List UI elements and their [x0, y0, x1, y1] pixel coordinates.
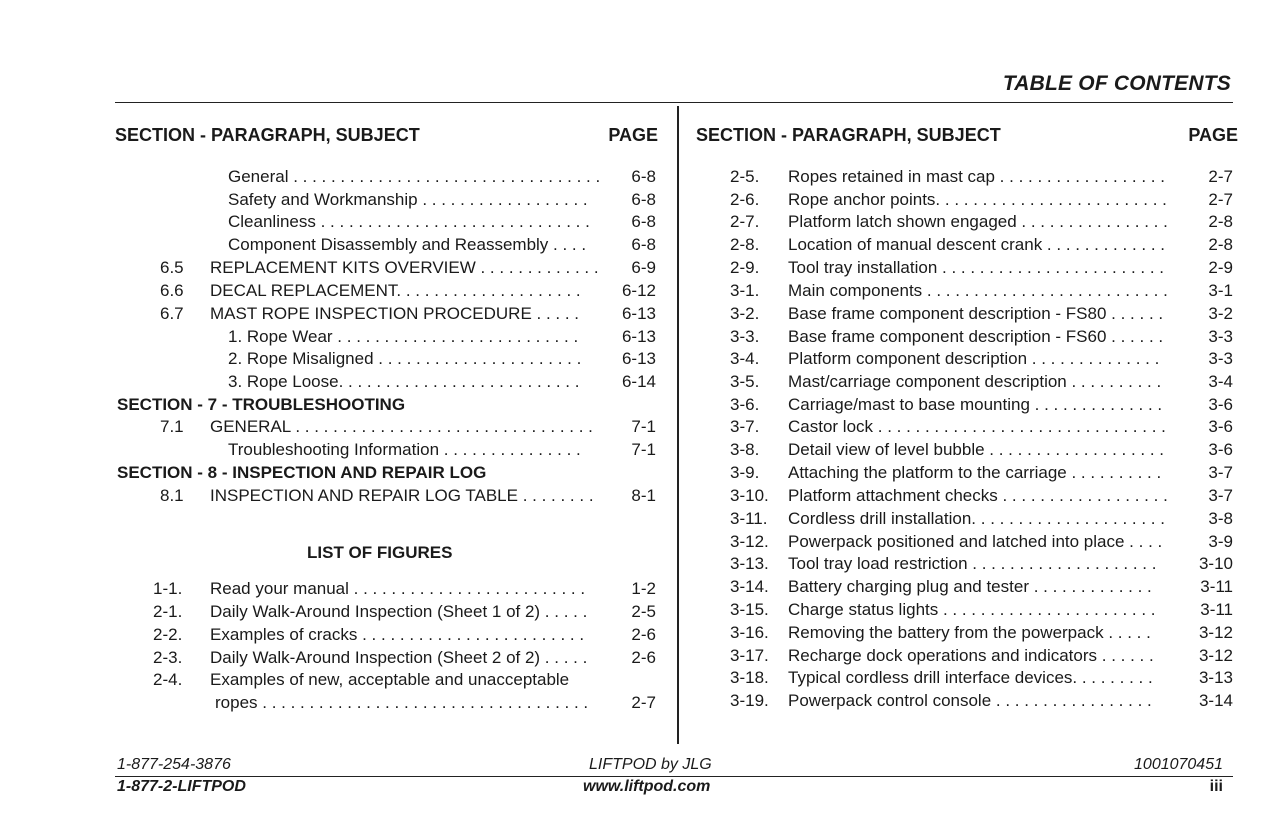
entry-page: 7-1 [631, 440, 656, 459]
figure-title: Recharge dock operations and indicators . . . . . . [788, 646, 1154, 665]
figure-number: 2-8. [730, 235, 760, 254]
entry-title: GENERAL . . . . . . . . . . . . . . . . . . . . . . . . . . . . . . . . [210, 417, 593, 436]
figure-page: 3-10 [1198, 554, 1233, 573]
figure-title: Daily Walk-Around Inspection (Sheet 2 of 2) . . . . . [210, 648, 588, 667]
figure-entry[interactable] [730, 622, 1233, 644]
figure-entry[interactable] [730, 553, 1233, 575]
figure-entry[interactable] [115, 669, 656, 691]
right-column-page-label: PAGE [1188, 125, 1238, 145]
toc-entry[interactable] [115, 257, 656, 279]
figure-entry[interactable] [730, 166, 1233, 188]
figure-entry[interactable] [730, 394, 1233, 416]
entry-title: MAST ROPE INSPECTION PROCEDURE . . . . . [210, 304, 580, 323]
figure-page: 3-6 [1208, 440, 1233, 459]
figure-title: Platform component description . . . . . . . . . . . . . . [788, 349, 1160, 368]
entry-title: 1. Rope Wear . . . . . . . . . . . . . . . . . . . . . . . . . . [228, 327, 579, 346]
toc-entry[interactable] [115, 303, 656, 325]
figure-number: 3-2. [730, 304, 760, 323]
entry-title: General . . . . . . . . . . . . . . . . . . . . . . . . . . . . . . . . . [228, 167, 601, 186]
figure-title: Powerpack control console . . . . . . . . . . . . . . . . . [788, 691, 1152, 710]
figure-page: 3-14 [1198, 691, 1233, 710]
figure-title: Rope anchor points. . . . . . . . . . . . . . . . . . . . . . . . . [788, 190, 1167, 209]
figure-entry[interactable] [730, 485, 1233, 507]
figure-title: Main components . . . . . . . . . . . . . . . . . . . . . . . . . . [788, 281, 1168, 300]
figure-entry[interactable] [115, 578, 656, 600]
toc-entry[interactable] [115, 166, 656, 188]
figure-page: 1-2 [631, 579, 656, 598]
figure-title: Mast/carriage component description . . . . . . . . . . [788, 372, 1162, 391]
toc-entry[interactable] [115, 416, 656, 438]
figure-entry[interactable] [730, 326, 1233, 348]
left-column-subject-label: SECTION - PARAGRAPH, SUBJECT [115, 125, 420, 145]
entry-number: 8.1 [160, 486, 184, 505]
figure-title: Tool tray load restriction . . . . . . . . . . . . . . . . . . . . [788, 554, 1157, 573]
figure-title: Base frame component description - FS60 . . . . . . [788, 327, 1164, 346]
figure-number: 3-14. [730, 577, 769, 596]
figure-page: 3-2 [1208, 304, 1233, 323]
figure-title: Detail view of level bubble . . . . . . . . . . . . . . . . . . . [788, 440, 1165, 459]
footer-website-link[interactable]: www.liftpod.com [583, 778, 711, 795]
entry-title: 2. Rope Misaligned . . . . . . . . . . . . . . . . . . . . . . [228, 349, 582, 368]
entry-title: Safety and Workmanship . . . . . . . . . . . . . . . . . . [228, 190, 588, 209]
figure-entry[interactable] [730, 234, 1233, 256]
figure-page: 2-8 [1208, 235, 1233, 254]
figure-page: 3-13 [1198, 668, 1233, 687]
figure-title: Location of manual descent crank . . . . . . . . . . . . . [788, 235, 1166, 254]
figure-title: Cordless drill installation. . . . . . . . . . . . . . . . . . . . . [788, 509, 1165, 528]
figure-page: 2-6 [631, 625, 656, 644]
figure-title: Battery charging plug and tester . . . . . . . . . . . . . [788, 577, 1152, 596]
figure-page: 3-8 [1208, 509, 1233, 528]
figure-entry[interactable] [730, 439, 1233, 461]
figure-page: 3-1 [1208, 281, 1233, 300]
figure-number: 2-6. [730, 190, 760, 209]
figure-title: Examples of cracks . . . . . . . . . . . . . . . . . . . . . . . . [210, 625, 585, 644]
entry-title: Troubleshooting Information . . . . . . . . . . . . . . . [228, 440, 581, 459]
figure-page: 2-9 [1208, 258, 1233, 277]
figure-number: 3-18. [730, 668, 769, 687]
entry-title: 3. Rope Loose. . . . . . . . . . . . . . . . . . . . . . . . . . [228, 372, 580, 391]
figure-entry[interactable] [730, 189, 1233, 211]
figure-title: Typical cordless drill interface devices. . . . . . . . . [788, 668, 1153, 687]
entry-title: Component Disassembly and Reassembly . . . . [228, 235, 587, 254]
figure-number: 3-3. [730, 327, 760, 346]
entry-number: 7.1 [160, 417, 184, 436]
left-column-page-label: PAGE [608, 125, 658, 145]
figure-entry[interactable] [730, 690, 1233, 712]
entry-number: 6.5 [160, 258, 184, 277]
entry-title: Cleanliness . . . . . . . . . . . . . . . . . . . . . . . . . . . . . [228, 212, 590, 231]
figure-entry[interactable] [730, 576, 1233, 598]
toc-entry[interactable] [115, 189, 656, 211]
toc-entry[interactable] [115, 348, 656, 370]
figure-number: 1-1. [153, 579, 183, 598]
figure-number: 3-9. [730, 463, 760, 482]
figure-entry[interactable] [730, 371, 1233, 393]
figure-page: 3-12 [1198, 623, 1233, 642]
figure-title: Tool tray installation . . . . . . . . . . . . . . . . . . . . . . . . [788, 258, 1165, 277]
right-column-subject-label: SECTION - PARAGRAPH, SUBJECT [696, 125, 1001, 145]
figure-title: Base frame component description - FS80 . . . . . . [788, 304, 1164, 323]
entry-page: 6-13 [621, 327, 656, 346]
figure-entry[interactable] [730, 303, 1233, 325]
figure-entry[interactable] [730, 280, 1233, 302]
figure-page: 3-7 [1208, 486, 1233, 505]
figure-number: 3-6. [730, 395, 760, 414]
figure-number: 3-17. [730, 646, 769, 665]
figure-entry[interactable] [115, 647, 656, 669]
figure-page: 3-6 [1208, 417, 1233, 436]
entry-page: 6-8 [631, 190, 656, 209]
figure-title: Daily Walk-Around Inspection (Sheet 1 of 2) . . . . . [210, 602, 588, 621]
figure-page: 2-7 [631, 693, 656, 712]
page-number: iii [1209, 778, 1223, 795]
entry-number: 6.7 [160, 304, 184, 323]
figure-entry[interactable] [730, 599, 1233, 621]
figure-page: 3-9 [1208, 532, 1233, 551]
figure-page: 2-7 [1208, 167, 1233, 186]
page-title: TABLE OF CONTENTS [1002, 72, 1231, 95]
figure-entry[interactable] [730, 667, 1233, 689]
toc-entry[interactable] [115, 234, 656, 256]
figure-number: 2-1. [153, 602, 183, 621]
figure-number: 2-7. [730, 212, 760, 231]
figure-title: Carriage/mast to base mounting . . . . . . . . . . . . . . [788, 395, 1163, 414]
figure-title: Charge status lights . . . . . . . . . . . . . . . . . . . . . . . [788, 600, 1156, 619]
toc-entry[interactable] [115, 371, 656, 393]
figure-page: 3-6 [1208, 395, 1233, 414]
figure-number: 3-8. [730, 440, 760, 459]
figure-number: 3-12. [730, 532, 769, 551]
toc-entry[interactable] [115, 326, 656, 348]
entry-page: 8-1 [631, 486, 656, 505]
figure-entry[interactable] [730, 508, 1233, 530]
toc-entry[interactable] [115, 439, 656, 461]
figure-number: 3-10. [730, 486, 769, 505]
figure-number: 3-15. [730, 600, 769, 619]
figure-number: 3-7. [730, 417, 760, 436]
figure-number: 2-4. [153, 670, 183, 689]
figure-entry[interactable] [730, 257, 1233, 279]
figure-page: 3-12 [1198, 646, 1233, 665]
entry-number: 6.6 [160, 281, 184, 300]
figure-title: Read your manual . . . . . . . . . . . . . . . . . . . . . . . . . [210, 579, 586, 598]
figure-number: 3-1. [730, 281, 760, 300]
figure-page: 3-3 [1208, 349, 1233, 368]
entry-page: 6-14 [621, 372, 656, 391]
figure-title: Castor lock . . . . . . . . . . . . . . . . . . . . . . . . . . . . . . . [788, 417, 1166, 436]
figure-title: Ropes retained in mast cap . . . . . . . . . . . . . . . . . . [788, 167, 1165, 186]
figure-number: 2-9. [730, 258, 760, 277]
figure-page: 2-5 [631, 602, 656, 621]
figure-number: 3-5. [730, 372, 760, 391]
figure-number: 3-16. [730, 623, 769, 642]
entry-title: REPLACEMENT KITS OVERVIEW . . . . . . . . . . . . . [210, 258, 599, 277]
figure-number: 2-5. [730, 167, 760, 186]
figure-entry[interactable] [730, 462, 1233, 484]
figure-entry[interactable] [730, 645, 1233, 667]
figure-number: 2-2. [153, 625, 183, 644]
figure-entry[interactable] [115, 601, 656, 623]
figure-title: Examples of new, acceptable and unacceptable [210, 670, 570, 689]
figure-entry-continued[interactable] [115, 692, 656, 714]
figure-page: 3-3 [1208, 327, 1233, 346]
header-rule [115, 102, 1233, 103]
entry-title: INSPECTION AND REPAIR LOG TABLE . . . . . . . . [210, 486, 594, 505]
figure-page: 3-11 [1200, 577, 1233, 596]
figure-title: Platform attachment checks . . . . . . . . . . . . . . . . . . [788, 486, 1168, 505]
figure-title: Platform latch shown engaged . . . . . . . . . . . . . . . . [788, 212, 1168, 231]
figure-title: Attaching the platform to the carriage . . . . . . . . . . [788, 463, 1162, 482]
figure-page: 3-11 [1200, 600, 1233, 619]
figure-number: 3-11. [730, 509, 768, 528]
entry-page: 6-12 [621, 281, 656, 300]
figure-title: ropes . . . . . . . . . . . . . . . . . . . . . . . . . . . . . . . . . . . [215, 693, 589, 712]
figure-entry[interactable] [730, 348, 1233, 370]
entry-page: 6-13 [621, 304, 656, 323]
column-divider [677, 106, 679, 744]
footer-phone: 1-877-254-3876 [117, 756, 231, 773]
entry-page: 6-8 [631, 167, 656, 186]
entry-page: 7-1 [631, 417, 656, 436]
entry-page: 6-13 [621, 349, 656, 368]
figure-page: 2-8 [1208, 212, 1233, 231]
entry-title: DECAL REPLACEMENT. . . . . . . . . . . . . . . . . . . . [210, 281, 581, 300]
entry-page: 6-9 [631, 258, 656, 277]
toc-entry[interactable] [115, 485, 656, 507]
figure-page: 3-4 [1208, 372, 1233, 391]
figure-title: Powerpack positioned and latched into place . . . . [788, 532, 1163, 551]
figure-number: 2-3. [153, 648, 183, 667]
toc-entry[interactable] [115, 280, 656, 302]
figure-title: Removing the battery from the powerpack . . . . . [788, 623, 1151, 642]
figure-page: 2-7 [1208, 190, 1233, 209]
section-7-heading[interactable]: SECTION - 7 - TROUBLESHOOTING [117, 395, 406, 414]
footer-brand: LIFTPOD by JLG [589, 756, 712, 773]
figure-entry[interactable] [730, 211, 1233, 233]
section-8-heading[interactable]: SECTION - 8 - INSPECTION AND REPAIR LOG [117, 463, 487, 482]
entry-page: 6-8 [631, 212, 656, 231]
figure-number: 3-4. [730, 349, 760, 368]
figure-page: 3-7 [1208, 463, 1233, 482]
footer-phone-vanity: 1-877-2-LIFTPOD [117, 778, 246, 795]
figure-entry[interactable] [730, 416, 1233, 438]
list-of-figures-heading: LIST OF FIGURES [307, 543, 453, 562]
footer-doc-number: 1001070451 [1134, 756, 1223, 773]
figure-entry[interactable] [115, 624, 656, 646]
figure-page: 2-6 [631, 648, 656, 667]
toc-entry[interactable] [115, 211, 656, 233]
figure-number: 3-19. [730, 691, 769, 710]
figure-number: 3-13. [730, 554, 769, 573]
footer-rule [115, 776, 1233, 777]
entry-page: 6-8 [631, 235, 656, 254]
figure-entry[interactable] [730, 531, 1233, 553]
